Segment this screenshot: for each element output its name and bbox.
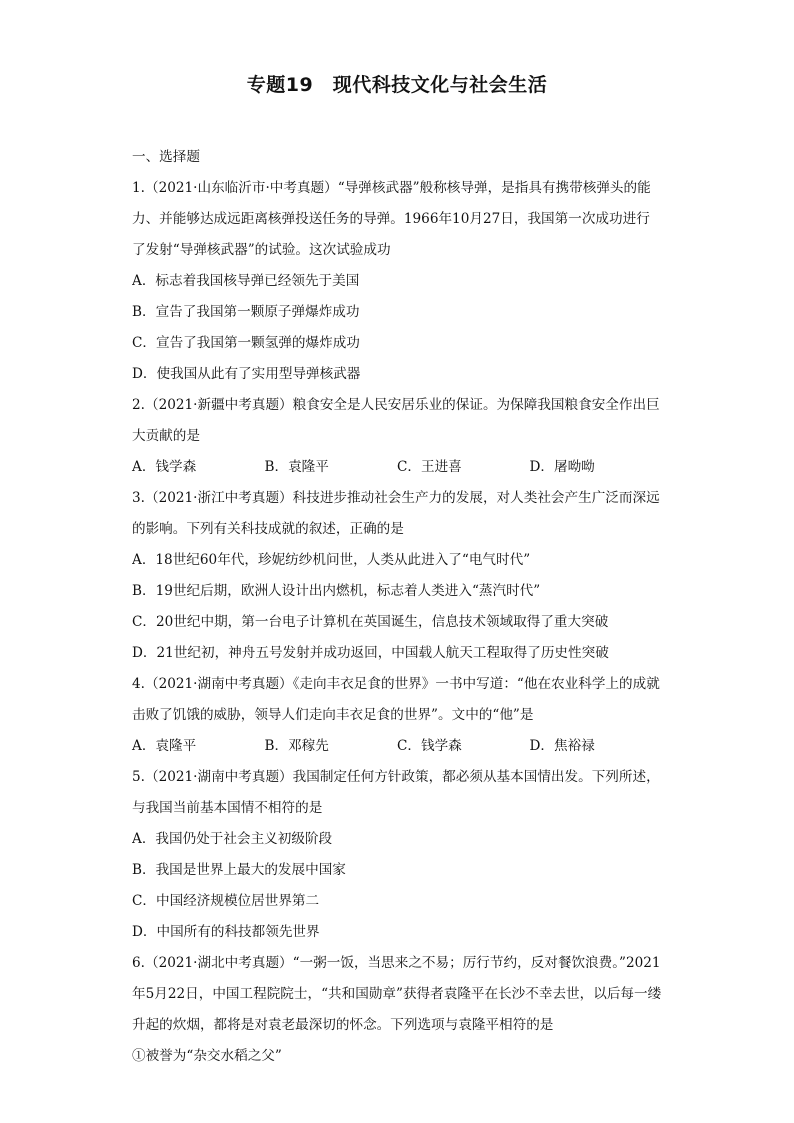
question-6-item-1: ①被誉为“杂交水稻之父”: [132, 1048, 282, 1064]
question-3-option-c: C．20世纪中期，第一台电子计算机在英国诞生，信息技术领域取得了重大突破: [132, 614, 609, 630]
question-2-option-d: D．屠呦呦: [529, 459, 595, 475]
question-4-options: [132, 731, 662, 762]
question-5-option-c: C．中国经济规模位居世界第二: [132, 893, 320, 909]
question-4-option-a: A．袁隆平: [132, 738, 197, 754]
question-4-option-c: C．钱学森: [397, 738, 462, 754]
question-5-option-a: A．我国仍处于社会主义初级阶段: [132, 831, 333, 847]
question-1-stem: 1.（2021·山东临沂市·中考真题）“导弹核武器”般称核导弹，是指具有携带核弹头的能力、并能够达成远距离核弹投送任务的导弹。1966年10月27日，我国第一次成功进行了发射“导弹核武器”的试验。这次试验成功: [132, 180, 651, 258]
question-1-option-b: B．宣告了我国第一颗原子弹爆炸成功: [132, 304, 360, 320]
section-heading: 一、选择题: [132, 149, 200, 165]
question-5-option-b: B．我国是世界上最大的发展中国家: [132, 862, 346, 878]
question-5-stem: 5.（2021·湖南中考真题）我国制定任何方针政策，都必须从基本国情出发。下列所述，与我国当前基本国情不相符的是: [132, 769, 660, 816]
question-2-option-c: C．王进喜: [397, 459, 462, 475]
question-3-option-d: D．21世纪初，神舟五号发射并成功返回，中国载人航天工程取得了历史性突破: [132, 645, 609, 661]
question-5-option-d: D．中国所有的科技都领先世界: [132, 924, 320, 940]
question-4-stem: 4.（2021·湖南中考真题）《走向丰衣足食的世界》一书中写道：“他在农业科学上的成就击败了饥饿的威胁，领导人们走向丰衣足食的世界”。文中的“他”是: [132, 676, 660, 723]
question-4-option-b: B．邓稼先: [264, 738, 329, 754]
question-2-options: [132, 452, 662, 483]
question-4-option-d: D．焦裕禄: [529, 738, 595, 754]
page-title: 专题19 现代科技文化与社会生活: [246, 74, 548, 96]
question-6-stem: 6.（2021·湖北中考真题）“一粥一饭，当思来之不易；厉行节约，反对餐饮浪费。”2021年5月22日，中国工程院院士，“共和国勋章”获得者袁隆平在长沙不幸去世，以后每一缕升起的炊烟，都将是对袁老最深切的怀念。下列选项与袁隆平相符的是: [132, 955, 662, 1033]
question-1-option-c: C．宣告了我国第一颗氢弹的爆炸成功: [132, 335, 360, 351]
question-2-option-b: B．袁隆平: [264, 459, 329, 475]
question-2-option-a: A．钱学森: [132, 459, 197, 475]
question-1-option-a: A．标志着我国核导弹已经领先于美国: [132, 273, 360, 289]
question-3-option-b: B．19世纪后期，欧洲人设计出内燃机，标志着人类进入“蒸汽时代”: [132, 583, 541, 599]
question-3-stem: 3.（2021·浙江中考真题）科技进步推动社会生产力的发展，对人类社会产生广泛而深远的影响。下列有关科技成就的叙述，正确的是: [132, 490, 660, 537]
question-1-option-d: D．使我国从此有了实用型导弹核武器: [132, 366, 361, 382]
question-2-stem: 2.（2021·新疆中考真题）粮食安全是人民安居乐业的保证。为保障我国粮食安全作出巨大贡献的是: [132, 397, 660, 444]
question-list: [132, 142, 662, 1072]
question-3-option-a: A．18世纪60年代，珍妮纺纱机问世，人类从此进入了“电气时代”: [132, 552, 531, 568]
